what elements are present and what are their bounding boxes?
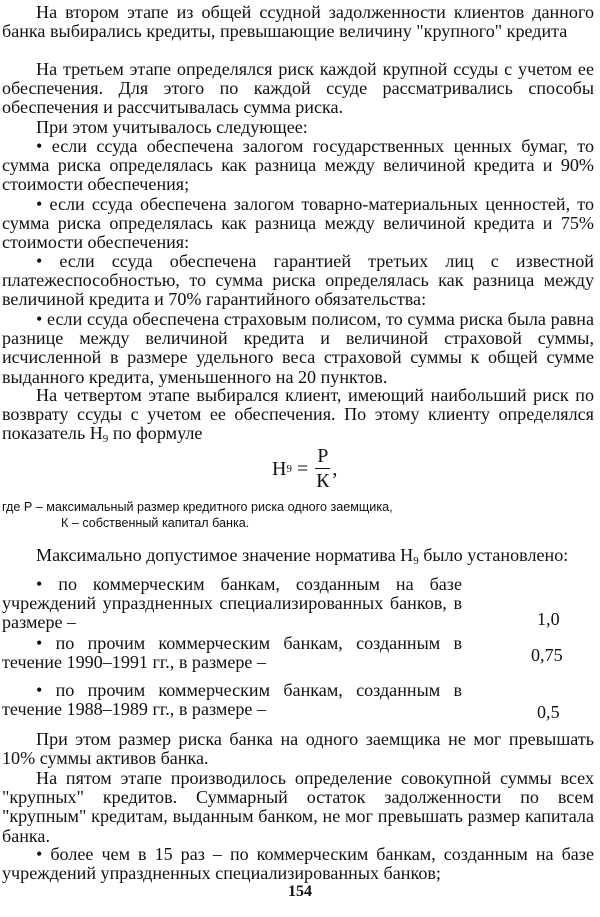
paragraph-stage-4-tail: по формуле [108, 423, 203, 444]
paragraph-stage-2: На втором этапе из общей ссудной задолженности клиентов данного банка выбирались кредиты, превышающие величину "крупного" кредита [2, 2, 594, 42]
bullet-government-securities: • если ссуда обеспечена залогом государственных ценных бумаг, то сумма риска определялась как разница между величиной кредита и 90% стоимости обеспечения; [2, 136, 594, 195]
formula-denominator: К [316, 470, 330, 492]
page-number: 154 [288, 883, 312, 900]
legend-k: К – собственный капитал банка. [61, 516, 250, 530]
paragraph-norm-intro [2, 546, 594, 565]
paragraph-stage-3: На третьем этапе определялся риск каждой крупной ссуды с учетом ее обеспечения. Для этого по каждой ссуде рассматривались способы обеспечения и рассчитывалась сумма риска. [2, 59, 594, 118]
norm-intro-tail: было установлено: [418, 545, 569, 565]
formula-fraction [315, 445, 330, 492]
norm-value-3: 0,5 [537, 702, 560, 722]
formula-lhs: Н [272, 457, 287, 480]
norm-item-specialized-banks: • по коммерческим банкам, созданным на базе учреждений упраздненных специализированных банков, в размере – [2, 574, 462, 633]
norm-item-1988-1989: • по прочим коммерческим банкам, созданным в течение 1988–1989 гг., в размере – [2, 680, 462, 720]
bullet-15-times: • более чем в 15 раз – по коммерческим банкам, созданным на базе учреждений упраздненных специализированных банков; [2, 844, 594, 884]
bullet-insurance-policy: • если ссуда обеспечена страховым полисом, то сумма риска была равна разнице между величиной кредита и величиной страховой суммы, исчисленной в размере удельного веса страховой суммы к общей сумме выданного кредита, уменьшенного на 20 пунктов. [2, 309, 594, 387]
formula-numerator: Р [317, 445, 329, 467]
norm-value-1: 1,0 [537, 609, 560, 629]
norm-subscript-9: 9 [413, 555, 419, 567]
paragraph-stage-5: На пятом этапе производилось определение совокупной суммы всех "крупных" кредитов. Суммарный остаток задолженности по всем "крупным" кредитам, выданным банком, не мог превышать размер капитала банка. [2, 768, 594, 846]
bullet-third-party-guarantee: • если ссуда обеспечена гарантией третьих лиц с известной платежеспособностью, то сумма риска определялась как разница между величиной кредита и 70% гарантийного обязательства: [2, 251, 594, 310]
legend-p: где Р – максимальный размер кредитного риска одного заемщика, [2, 500, 393, 514]
paragraph-stage-4 [2, 386, 594, 444]
formula-h9: Н 9 = $\frac{Р}{К}$ , [272, 445, 338, 492]
formula-equals: = [291, 457, 314, 480]
norm-item-1990-1991: • по прочим коммерческим банкам, созданным в течение 1990–1991 гг., в размере – [2, 633, 462, 673]
subscript-9: 9 [102, 433, 109, 446]
formula-comma: , [332, 457, 338, 480]
paragraph-risk-limit: При этом размер риска банка на одного заемщика не мог превышать 10% суммы активов банка. [2, 729, 594, 769]
paragraph-stage-4-text: На четвертом этапе выбирался клиент, имеющий наибольший риск по возврату ссуды с учетом ее обеспечения. По этому клиенту определялся показатель Н [2, 385, 594, 444]
bullet-inventory-collateral: • если ссуда обеспечена залогом товарно-материальных ценностей, то сумма риска определялась как разница между величиной кредита и 75% стоимости обеспечения: [2, 194, 594, 253]
paragraph-considerations: При этом учитывалось следующее: [36, 117, 308, 137]
norm-intro-text: Максимально допустимое значение норматива Н [36, 545, 414, 565]
norm-value-2: 0,75 [531, 645, 563, 665]
